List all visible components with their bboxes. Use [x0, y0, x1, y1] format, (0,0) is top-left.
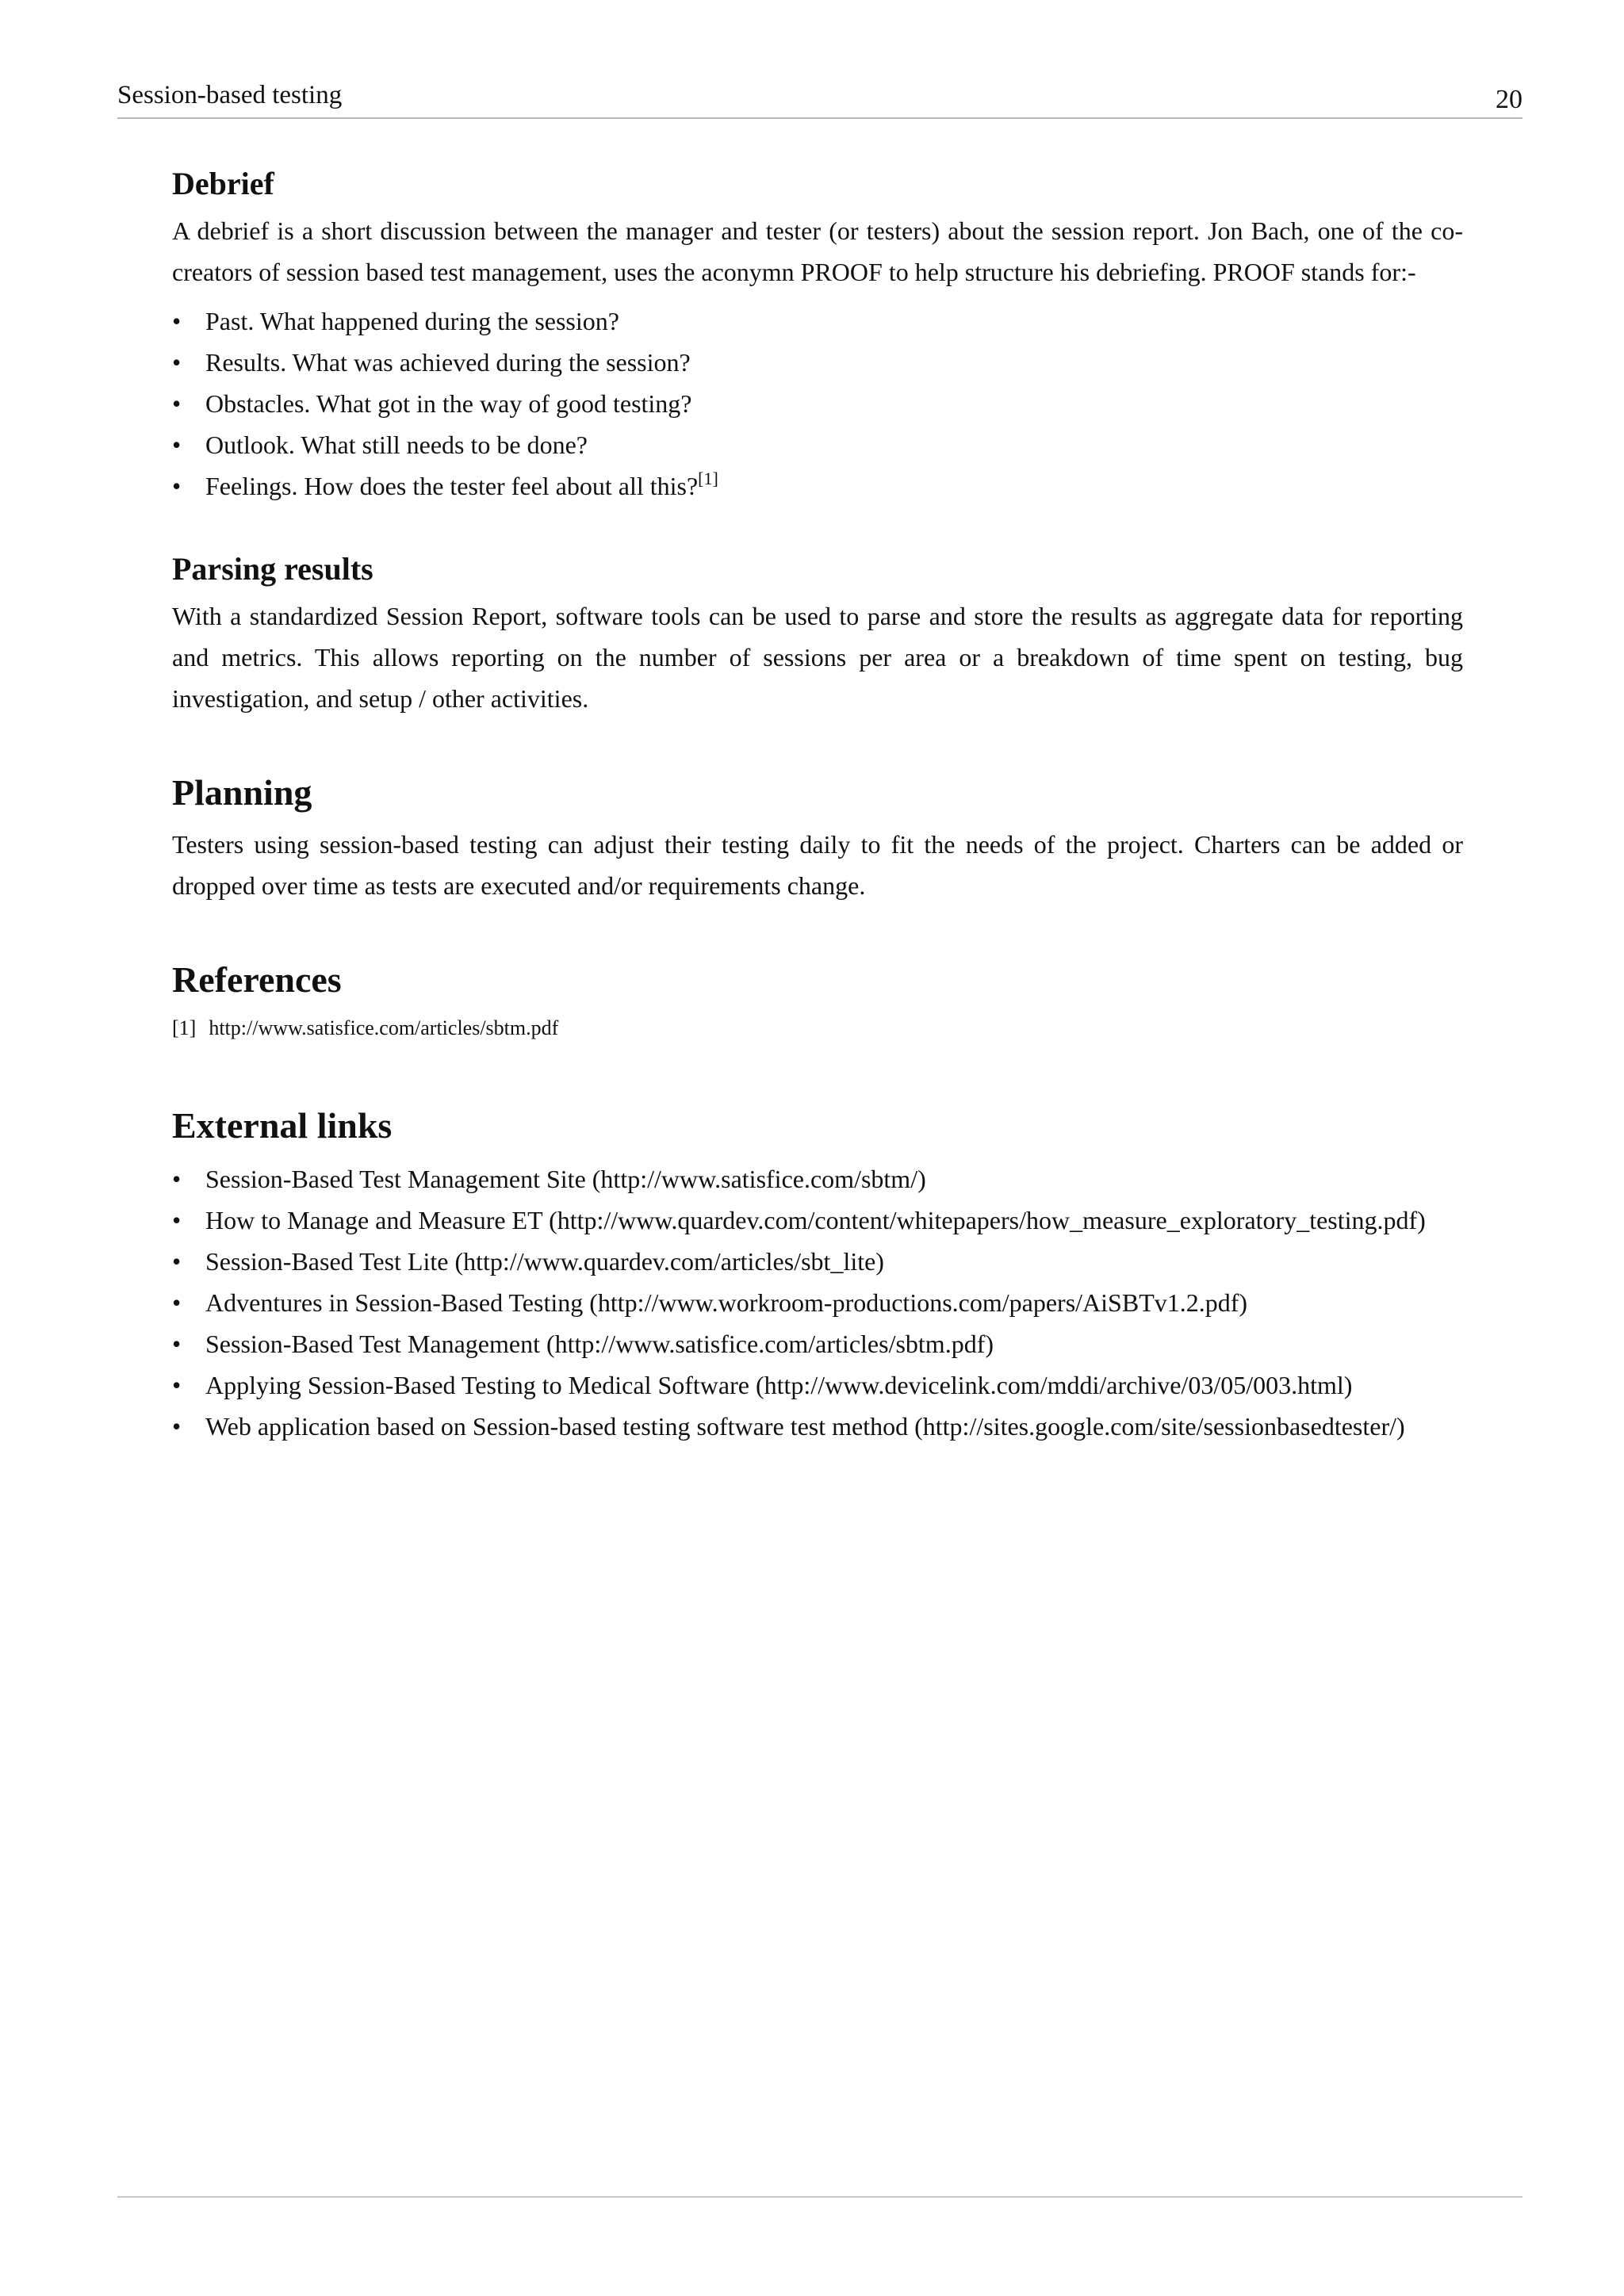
proof-item-results: • Results. What was achieved during the session? [172, 342, 1463, 383]
debrief-paragraph: A debrief is a short discussion between the manager and tester (or testers) about the session report. Jon Bach, one of the co-creators of session based test management, uses the aconymn PROOF to help structure his debriefing. PROOF stands for:- [172, 216, 1463, 286]
parsing-results-heading: Parsing results [172, 551, 373, 587]
proof-item-obstacles: • Obstacles. What got in the way of good testing? [172, 383, 1463, 424]
proof-item-outlook: • Outlook. What still needs to be done? [172, 424, 1463, 465]
proof-item-past: • Past. What happened during the session? [172, 300, 1463, 342]
external-links-heading: External links [172, 1105, 393, 1146]
planning-paragraph: Testers using session-based testing can adjust their testing daily to fit the needs of the project. Charters can be added or dropped over time as tests are executed and/or requirements change. [172, 830, 1463, 900]
external-link-item[interactable]: • Session-Based Test Management (http://www.satisfice.com/articles/sbtm.pdf) [172, 1323, 1463, 1364]
proof-list [172, 300, 1463, 507]
debrief-heading: Debrief [172, 166, 274, 201]
external-links-list [172, 1158, 1463, 1447]
references-heading: References [172, 959, 342, 1000]
citation-link-1[interactable]: [1] [698, 468, 718, 488]
parsing-results-paragraph: With a standardized Session Report, software tools can be used to parse and store the results as aggregate data for reporting and metrics. This allows reporting on the number of sessions per area or a breakdown of time spent on testing, bug investigation, and setup / other activities. [172, 602, 1463, 713]
external-links-section [172, 1101, 1463, 1447]
planning-heading: Planning [172, 772, 312, 813]
proof-item-feelings-text: Feelings. How does the tester feel about all this? [205, 472, 699, 500]
running-header [117, 78, 1522, 119]
reference-item [172, 1012, 1463, 1044]
footer-rule [117, 2196, 1522, 2198]
external-link-item[interactable]: • Applying Session-Based Testing to Medical Software (http://www.devicelink.com/mddi/archive/03/05/003.html) [172, 1364, 1463, 1406]
page-content [172, 163, 1463, 1447]
external-link-item[interactable]: • How to Manage and Measure ET (http://www.quardev.com/content/whitepapers/how_measure_exploratory_testing.pdf) [172, 1200, 1463, 1241]
running-title: Session-based testing [117, 81, 343, 109]
reference-link[interactable]: http://www.satisfice.com/articles/sbtm.pdf [209, 1016, 559, 1039]
external-link-item[interactable]: • Session-Based Test Management Site (http://www.satisfice.com/sbtm/) [172, 1158, 1463, 1200]
debrief-section [172, 163, 1463, 507]
proof-item-feelings [172, 465, 1463, 507]
page-number: 20 [1496, 85, 1522, 114]
reference-number: [1] [172, 1016, 197, 1039]
external-link-item[interactable]: • Session-Based Test Lite (http://www.quardev.com/articles/sbt_lite) [172, 1241, 1463, 1282]
external-link-item[interactable]: • Adventures in Session-Based Testing (http://www.workroom-productions.com/papers/AiSBTv1.2.pdf) [172, 1282, 1463, 1323]
parsing-results-section [172, 548, 1463, 719]
external-link-item[interactable]: • Web application based on Session-based testing software test method (http://sites.google.com/site/sessionbasedtester/) [172, 1406, 1463, 1447]
planning-section [172, 768, 1463, 906]
references-section [172, 955, 1463, 1044]
